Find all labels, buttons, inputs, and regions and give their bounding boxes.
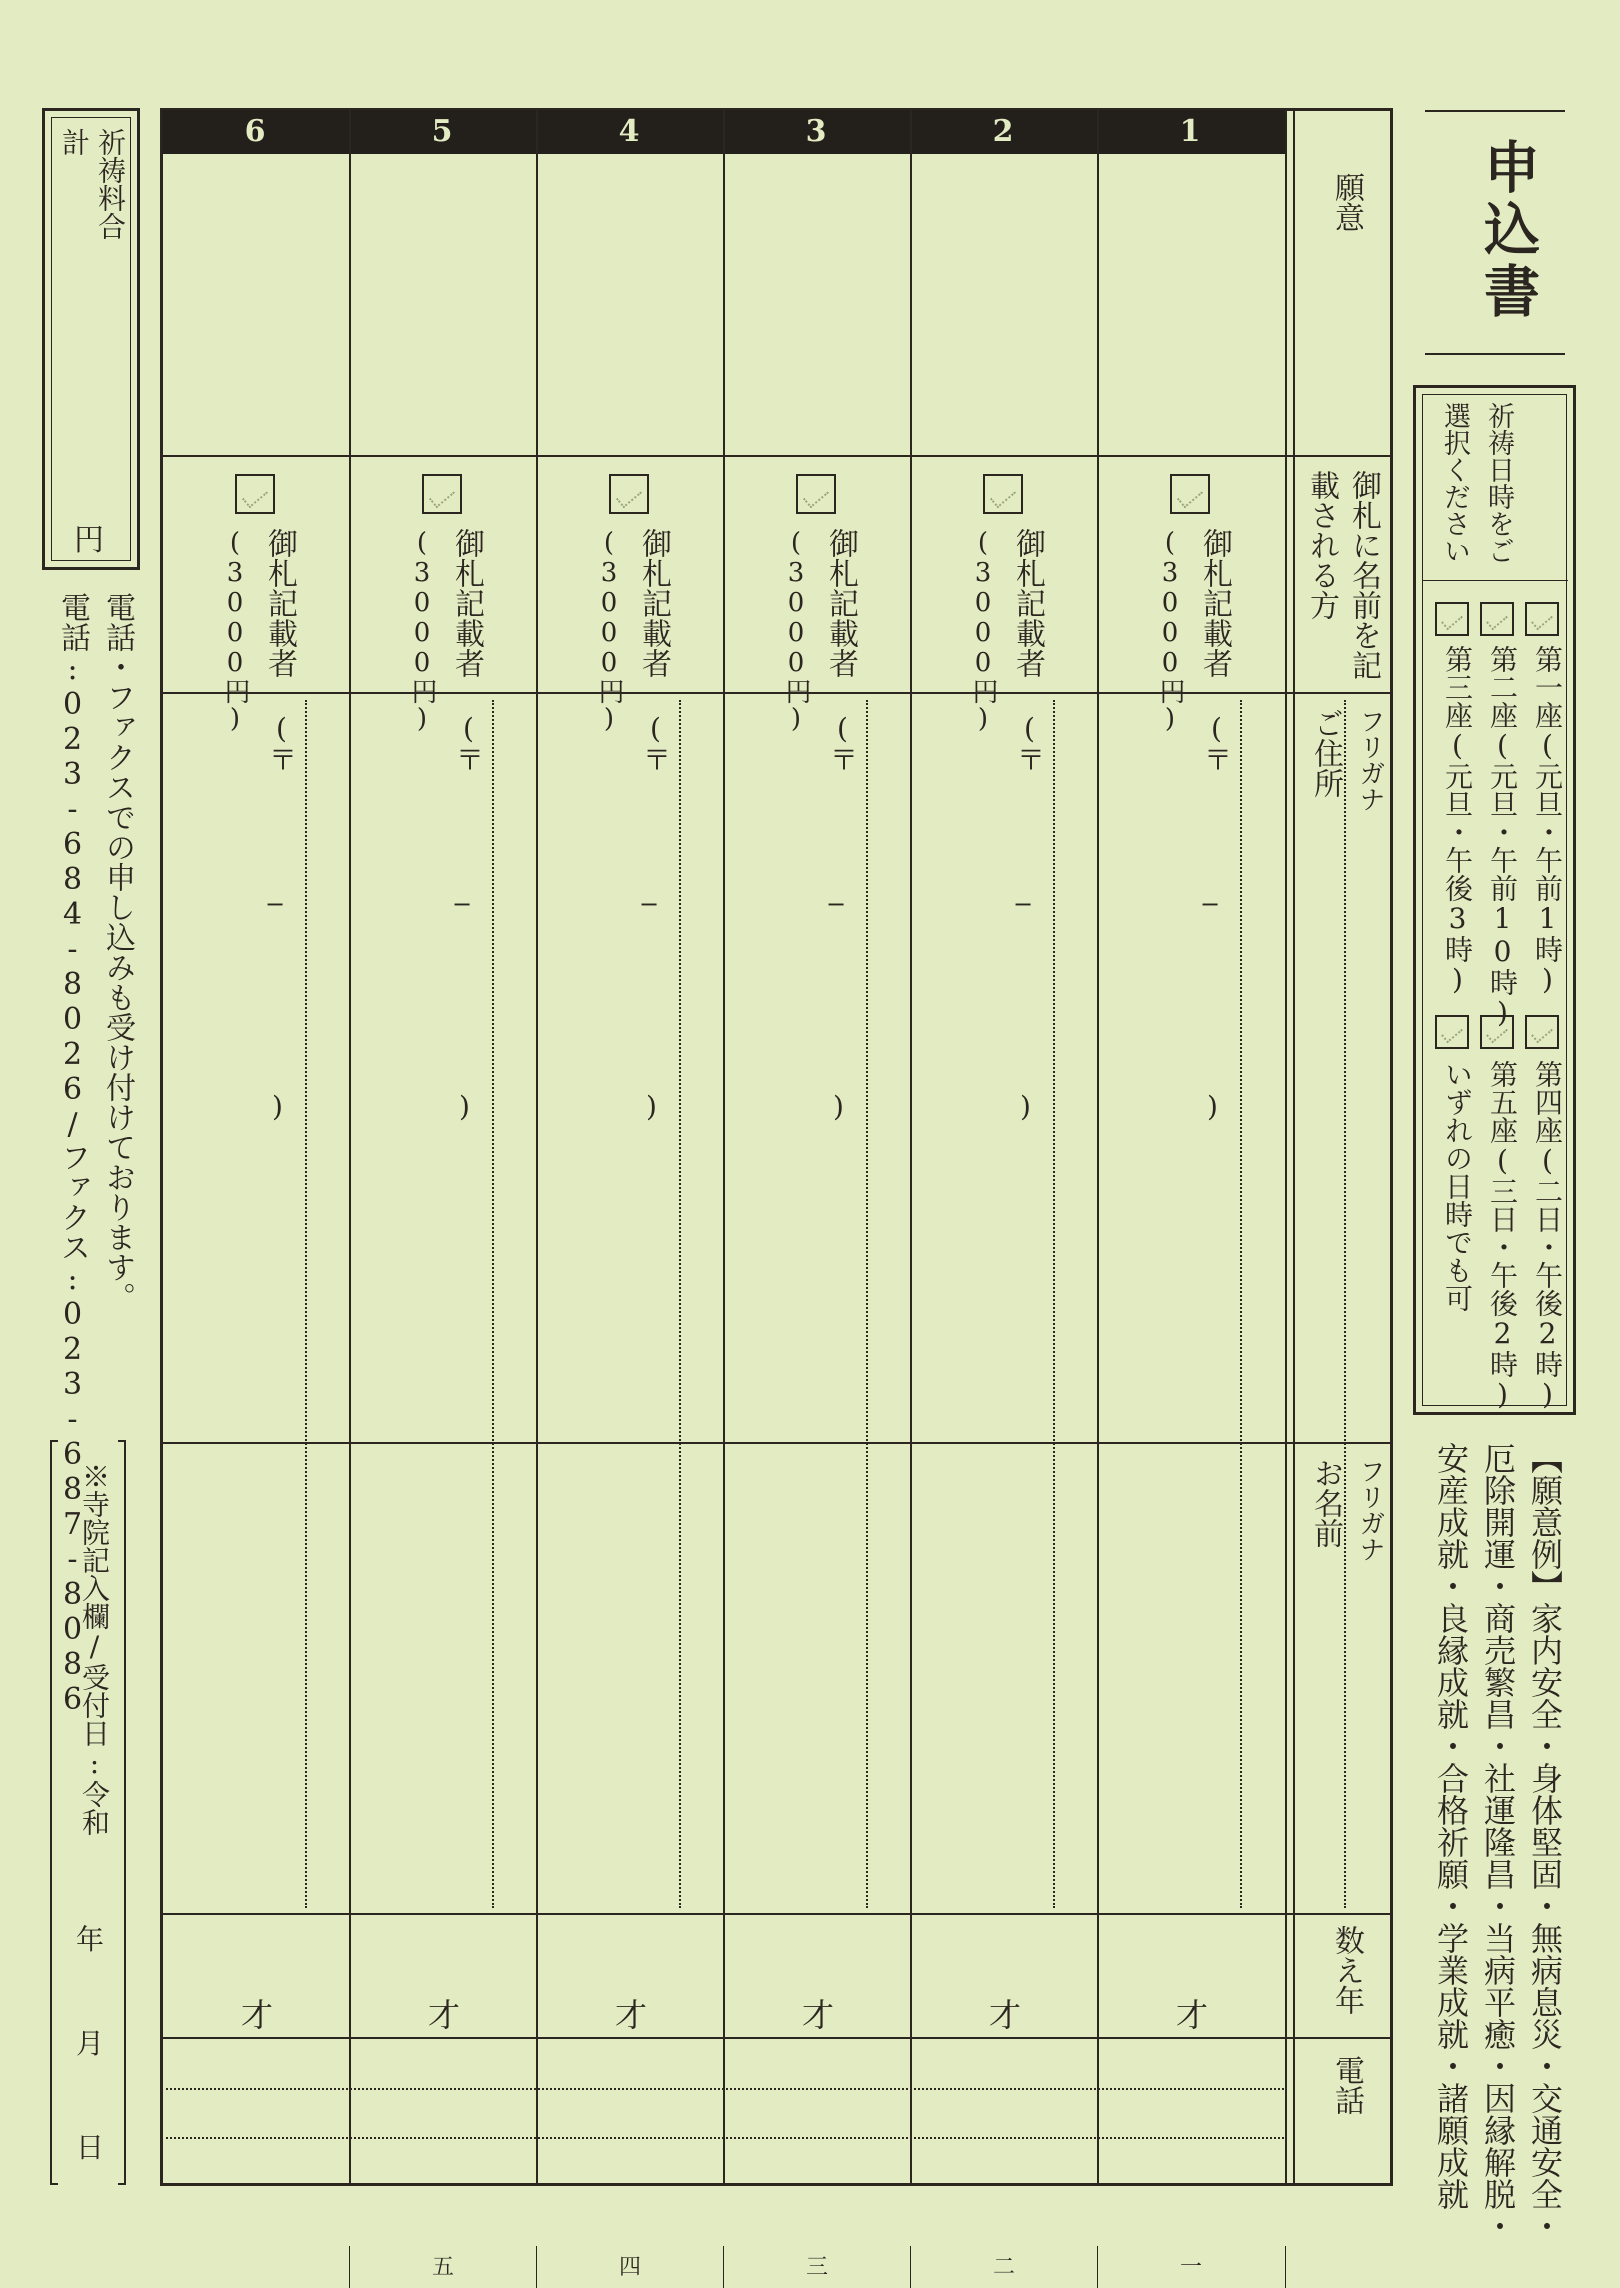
ruler-mark-4: 四 — [619, 2255, 642, 2280]
ofuda-checkbox-1[interactable] — [1170, 474, 1210, 514]
option-label-4: 第四座(二日・午後2時) — [1531, 1060, 1564, 1411]
option-label-3: 第三座(元旦・午後3時) — [1441, 645, 1474, 996]
column-number-2: 2 — [992, 114, 1014, 149]
paren-close-6: ) — [261, 1090, 294, 1123]
contact-numbers: 電話:023-684-8026/ファクス:023-687-8086 — [55, 592, 90, 1717]
header-ofuda: 御札に名前を記載される方 — [1304, 470, 1381, 680]
ruler-mark-2: 二 — [993, 2255, 1016, 2280]
ofuda-price-3: (3000円) — [781, 528, 811, 734]
ofuda-checkbox-4[interactable] — [609, 474, 649, 514]
header-name: お名前 — [1308, 1458, 1343, 1548]
postal-mark-4: (〒 — [639, 712, 672, 773]
column-number-5: 5 — [431, 114, 453, 149]
age-unit-5: 才 — [428, 1996, 461, 2034]
ofuda-checkbox-6[interactable] — [235, 474, 275, 514]
date-unit-day: 日 — [76, 2131, 105, 2164]
age-unit-4: 才 — [615, 1996, 648, 2034]
postal-mark-5: (〒 — [452, 712, 485, 773]
select-heading: 祈祷日時をご選択ください — [1439, 402, 1514, 564]
ofuda-checkbox-2[interactable] — [983, 474, 1023, 514]
option-checkbox-6[interactable] — [1435, 1015, 1469, 1049]
postal-dash-3: − — [826, 890, 847, 918]
column-number-1: 1 — [1179, 114, 1201, 149]
bottom-ruler — [0, 2240, 1620, 2288]
option-label-2: 第二座(元旦・午前10時) — [1486, 645, 1519, 1029]
fax-note: 電話・ファクスでの申し込みも受け付けております。 — [100, 592, 135, 1312]
column-number-3: 3 — [805, 114, 827, 149]
paren-close-2: ) — [1009, 1090, 1042, 1123]
ofuda-price-1: (3000円) — [1155, 528, 1185, 734]
header-name-furigana: フリガナ — [1355, 1458, 1385, 1562]
column-number-4: 4 — [618, 114, 640, 149]
postal-mark-6: (〒 — [265, 712, 298, 773]
paren-close-1: ) — [1196, 1090, 1229, 1123]
postal-mark-3: (〒 — [826, 712, 859, 773]
postal-dash-4: − — [639, 890, 660, 918]
option-checkbox-1[interactable] — [1525, 602, 1559, 636]
postal-dash-1: − — [1200, 890, 1221, 918]
option-label-1: 第一座(元旦・午前1時) — [1531, 645, 1564, 996]
examples-line-3: 安産成就・良縁成就・合格祈願・学業成就・諸願成就 — [1432, 1442, 1470, 2210]
postal-dash-5: − — [452, 890, 473, 918]
header-age: 数え年 — [1329, 1925, 1364, 2015]
option-checkbox-2[interactable] — [1480, 602, 1514, 636]
examples-line-1: 【願意例】家内安全・身体堅固・無病息災・交通安全・ — [1526, 1442, 1564, 2242]
paren-close-5: ) — [448, 1090, 481, 1123]
ruler-mark-1: 一 — [1180, 2255, 1203, 2280]
date-unit-month: 月 — [76, 2027, 105, 2060]
ofuda-label-6: 御札記載者 — [262, 528, 297, 678]
ofuda-checkbox-5[interactable] — [422, 474, 462, 514]
postal-mark-2: (〒 — [1013, 712, 1046, 773]
temple-note: ※寺院記入欄/受付日:令和 — [78, 1462, 111, 1836]
age-unit-1: 才 — [1176, 1996, 1209, 2034]
ofuda-price-6: (3000円) — [220, 528, 250, 734]
paren-close-3: ) — [822, 1090, 855, 1123]
date-unit-year: 年 — [76, 1923, 105, 1956]
header-phone: 電話 — [1329, 2055, 1364, 2115]
ofuda-label-2: 御札記載者 — [1010, 528, 1045, 678]
ofuda-label-4: 御札記載者 — [636, 528, 671, 678]
ruler-mark-5: 五 — [432, 2255, 455, 2280]
application-table — [160, 108, 1393, 2186]
postal-dash-2: − — [1013, 890, 1034, 918]
option-checkbox-4[interactable] — [1525, 1015, 1559, 1049]
column-number-6: 6 — [244, 114, 266, 149]
examples-line-2: 厄除開運・商売繁昌・社運隆昌・当病平癒・因縁解脱・ — [1479, 1442, 1517, 2242]
option-label-6: いずれの日時でも可 — [1441, 1060, 1474, 1312]
option-label-5: 第五座(三日・午後2時) — [1486, 1060, 1519, 1411]
option-checkbox-3[interactable] — [1435, 602, 1469, 636]
header-address-furigana: フリガナ — [1355, 708, 1385, 812]
ofuda-price-4: (3000円) — [594, 528, 624, 734]
ofuda-label-1: 御札記載者 — [1197, 528, 1232, 678]
ofuda-checkbox-3[interactable] — [796, 474, 836, 514]
postal-dash-6: − — [265, 890, 286, 918]
paren-close-4: ) — [635, 1090, 668, 1123]
total-fee-label: 祈祷料合計 — [58, 128, 127, 240]
option-checkbox-5[interactable] — [1480, 1015, 1514, 1049]
ruler-mark-3: 三 — [806, 2255, 829, 2280]
postal-mark-1: (〒 — [1200, 712, 1233, 773]
ofuda-price-2: (3000円) — [968, 528, 998, 734]
age-unit-2: 才 — [989, 1996, 1022, 2034]
ofuda-label-5: 御札記載者 — [449, 528, 484, 678]
ofuda-label-3: 御札記載者 — [823, 528, 858, 678]
age-unit-3: 才 — [802, 1996, 835, 2034]
header-gan-i: 願意 — [1329, 172, 1364, 232]
header-address: ご住所 — [1308, 708, 1343, 798]
ofuda-price-5: (3000円) — [407, 528, 437, 734]
yen-unit: 円 — [74, 523, 104, 558]
page-title: 申込書 — [1475, 138, 1541, 324]
age-unit-6: 才 — [241, 1996, 274, 2034]
